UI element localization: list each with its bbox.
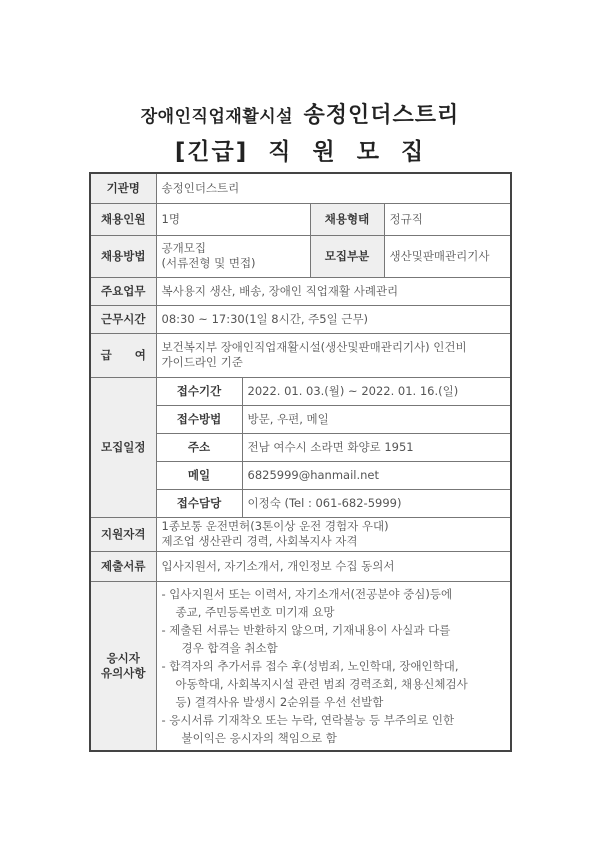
method-value-line2: (서류전형 및 면접) bbox=[161, 256, 256, 270]
note-line: 등) 결격사유 발생시 2순위를 우선 선발함 bbox=[175, 694, 384, 709]
facility-name: 송정인더스트리 bbox=[303, 103, 460, 128]
how-label: 접수방법 bbox=[156, 405, 242, 433]
contact-value: 이정숙 (Tel : 061-682-5999) bbox=[242, 489, 511, 517]
org-label: 기관명 bbox=[90, 173, 156, 203]
facility-type: 장애인직업재활시설 bbox=[140, 107, 294, 127]
row-method bbox=[90, 235, 511, 277]
notice-subtitle bbox=[0, 98, 600, 129]
row-duty bbox=[90, 277, 511, 305]
row-schedule-period bbox=[90, 377, 511, 405]
addr-label: 주소 bbox=[156, 433, 242, 461]
notes-label-line2: 유의사항 bbox=[101, 665, 146, 680]
row-hours bbox=[90, 305, 511, 333]
salary-value-line1: 보건복지부 장애인직업재활시설(생산및판매관리기사) 인건비 bbox=[161, 340, 467, 354]
schedule-label: 모집일정 bbox=[90, 377, 156, 517]
row-notes bbox=[90, 581, 511, 751]
duty-value: 복사용지 생산, 배송, 장애인 직업재활 사례관리 bbox=[156, 277, 511, 305]
dept-label: 모집부분 bbox=[310, 235, 384, 277]
qual-value-line1: 1종보통 운전면허(3톤이상 운전 경험자 우대) bbox=[161, 519, 389, 533]
addr-value: 전남 여수시 소라면 화양로 1951 bbox=[242, 433, 511, 461]
note-line: 종교, 주민등록번호 미기재 요망 bbox=[175, 604, 335, 619]
duty-label: 주요업무 bbox=[90, 277, 156, 305]
salary-value bbox=[156, 333, 511, 377]
hours-label: 근무시간 bbox=[90, 305, 156, 333]
notes-label-line1: 응시자 bbox=[106, 650, 140, 665]
type-value: 정규직 bbox=[384, 203, 511, 235]
note-line: - 합격자의 추가서류 접수 후(성범죄, 노인학대, 장애인학대, bbox=[161, 658, 459, 673]
method-value bbox=[156, 235, 310, 277]
row-headcount bbox=[90, 203, 511, 235]
qual-value bbox=[156, 517, 511, 551]
note-line: - 응시서류 기재착오 또는 누락, 연락불능 등 부주의로 인한 bbox=[161, 712, 455, 727]
notice-title-text: [긴급] 직 원 모 집 bbox=[174, 139, 426, 165]
headcount-value: 1명 bbox=[156, 203, 310, 235]
mail-value: 6825999@hanmail.net bbox=[242, 461, 511, 489]
salary-label: 급 여 bbox=[90, 333, 156, 377]
qual-value-line2: 제조업 생산관리 경력, 사회복지사 자격 bbox=[161, 534, 358, 548]
row-documents bbox=[90, 551, 511, 581]
salary-value-line2: 가이드라인 기준 bbox=[161, 355, 243, 369]
row-org bbox=[90, 173, 511, 203]
how-value: 방문, 우편, 메일 bbox=[242, 405, 511, 433]
notes-value bbox=[156, 581, 511, 751]
period-value: 2022. 01. 03.(월) ~ 2022. 01. 16.(일) bbox=[242, 377, 511, 405]
row-salary bbox=[90, 333, 511, 377]
note-line: - 입사지원서 또는 이력서, 자기소개서(전공분야 중심)등에 bbox=[161, 586, 453, 601]
note-line: 경우 합격을 취소함 bbox=[181, 640, 278, 655]
hours-value: 08:30 ~ 17:30(1일 8시간, 주5일 근무) bbox=[156, 305, 511, 333]
headcount-label: 채용인원 bbox=[90, 203, 156, 235]
docs-label: 제출서류 bbox=[90, 551, 156, 581]
dept-value: 생산및판매관리기사 bbox=[384, 235, 511, 277]
note-line: - 제출된 서류는 반환하지 않으며, 기재내용이 사실과 다를 bbox=[161, 622, 451, 637]
note-line: 아동학대, 사회복지시설 관련 범죄 경력조회, 채용신체검사 bbox=[175, 676, 468, 691]
method-value-line1: 공개모집 bbox=[161, 241, 206, 255]
qual-label: 지원자격 bbox=[90, 517, 156, 551]
org-value: 송정인더스트리 bbox=[156, 173, 511, 203]
method-label: 채용방법 bbox=[90, 235, 156, 277]
notice-title bbox=[0, 133, 600, 166]
recruitment-table bbox=[89, 172, 512, 752]
note-line: 불이익은 응시자의 책임으로 함 bbox=[181, 730, 337, 745]
row-qualification bbox=[90, 517, 511, 551]
type-label: 채용형태 bbox=[310, 203, 384, 235]
period-label: 접수기간 bbox=[156, 377, 242, 405]
contact-label: 접수담당 bbox=[156, 489, 242, 517]
notes-label bbox=[90, 581, 156, 751]
mail-label: 메일 bbox=[156, 461, 242, 489]
docs-value: 입사지원서, 자기소개서, 개인정보 수집 동의서 bbox=[156, 551, 511, 581]
